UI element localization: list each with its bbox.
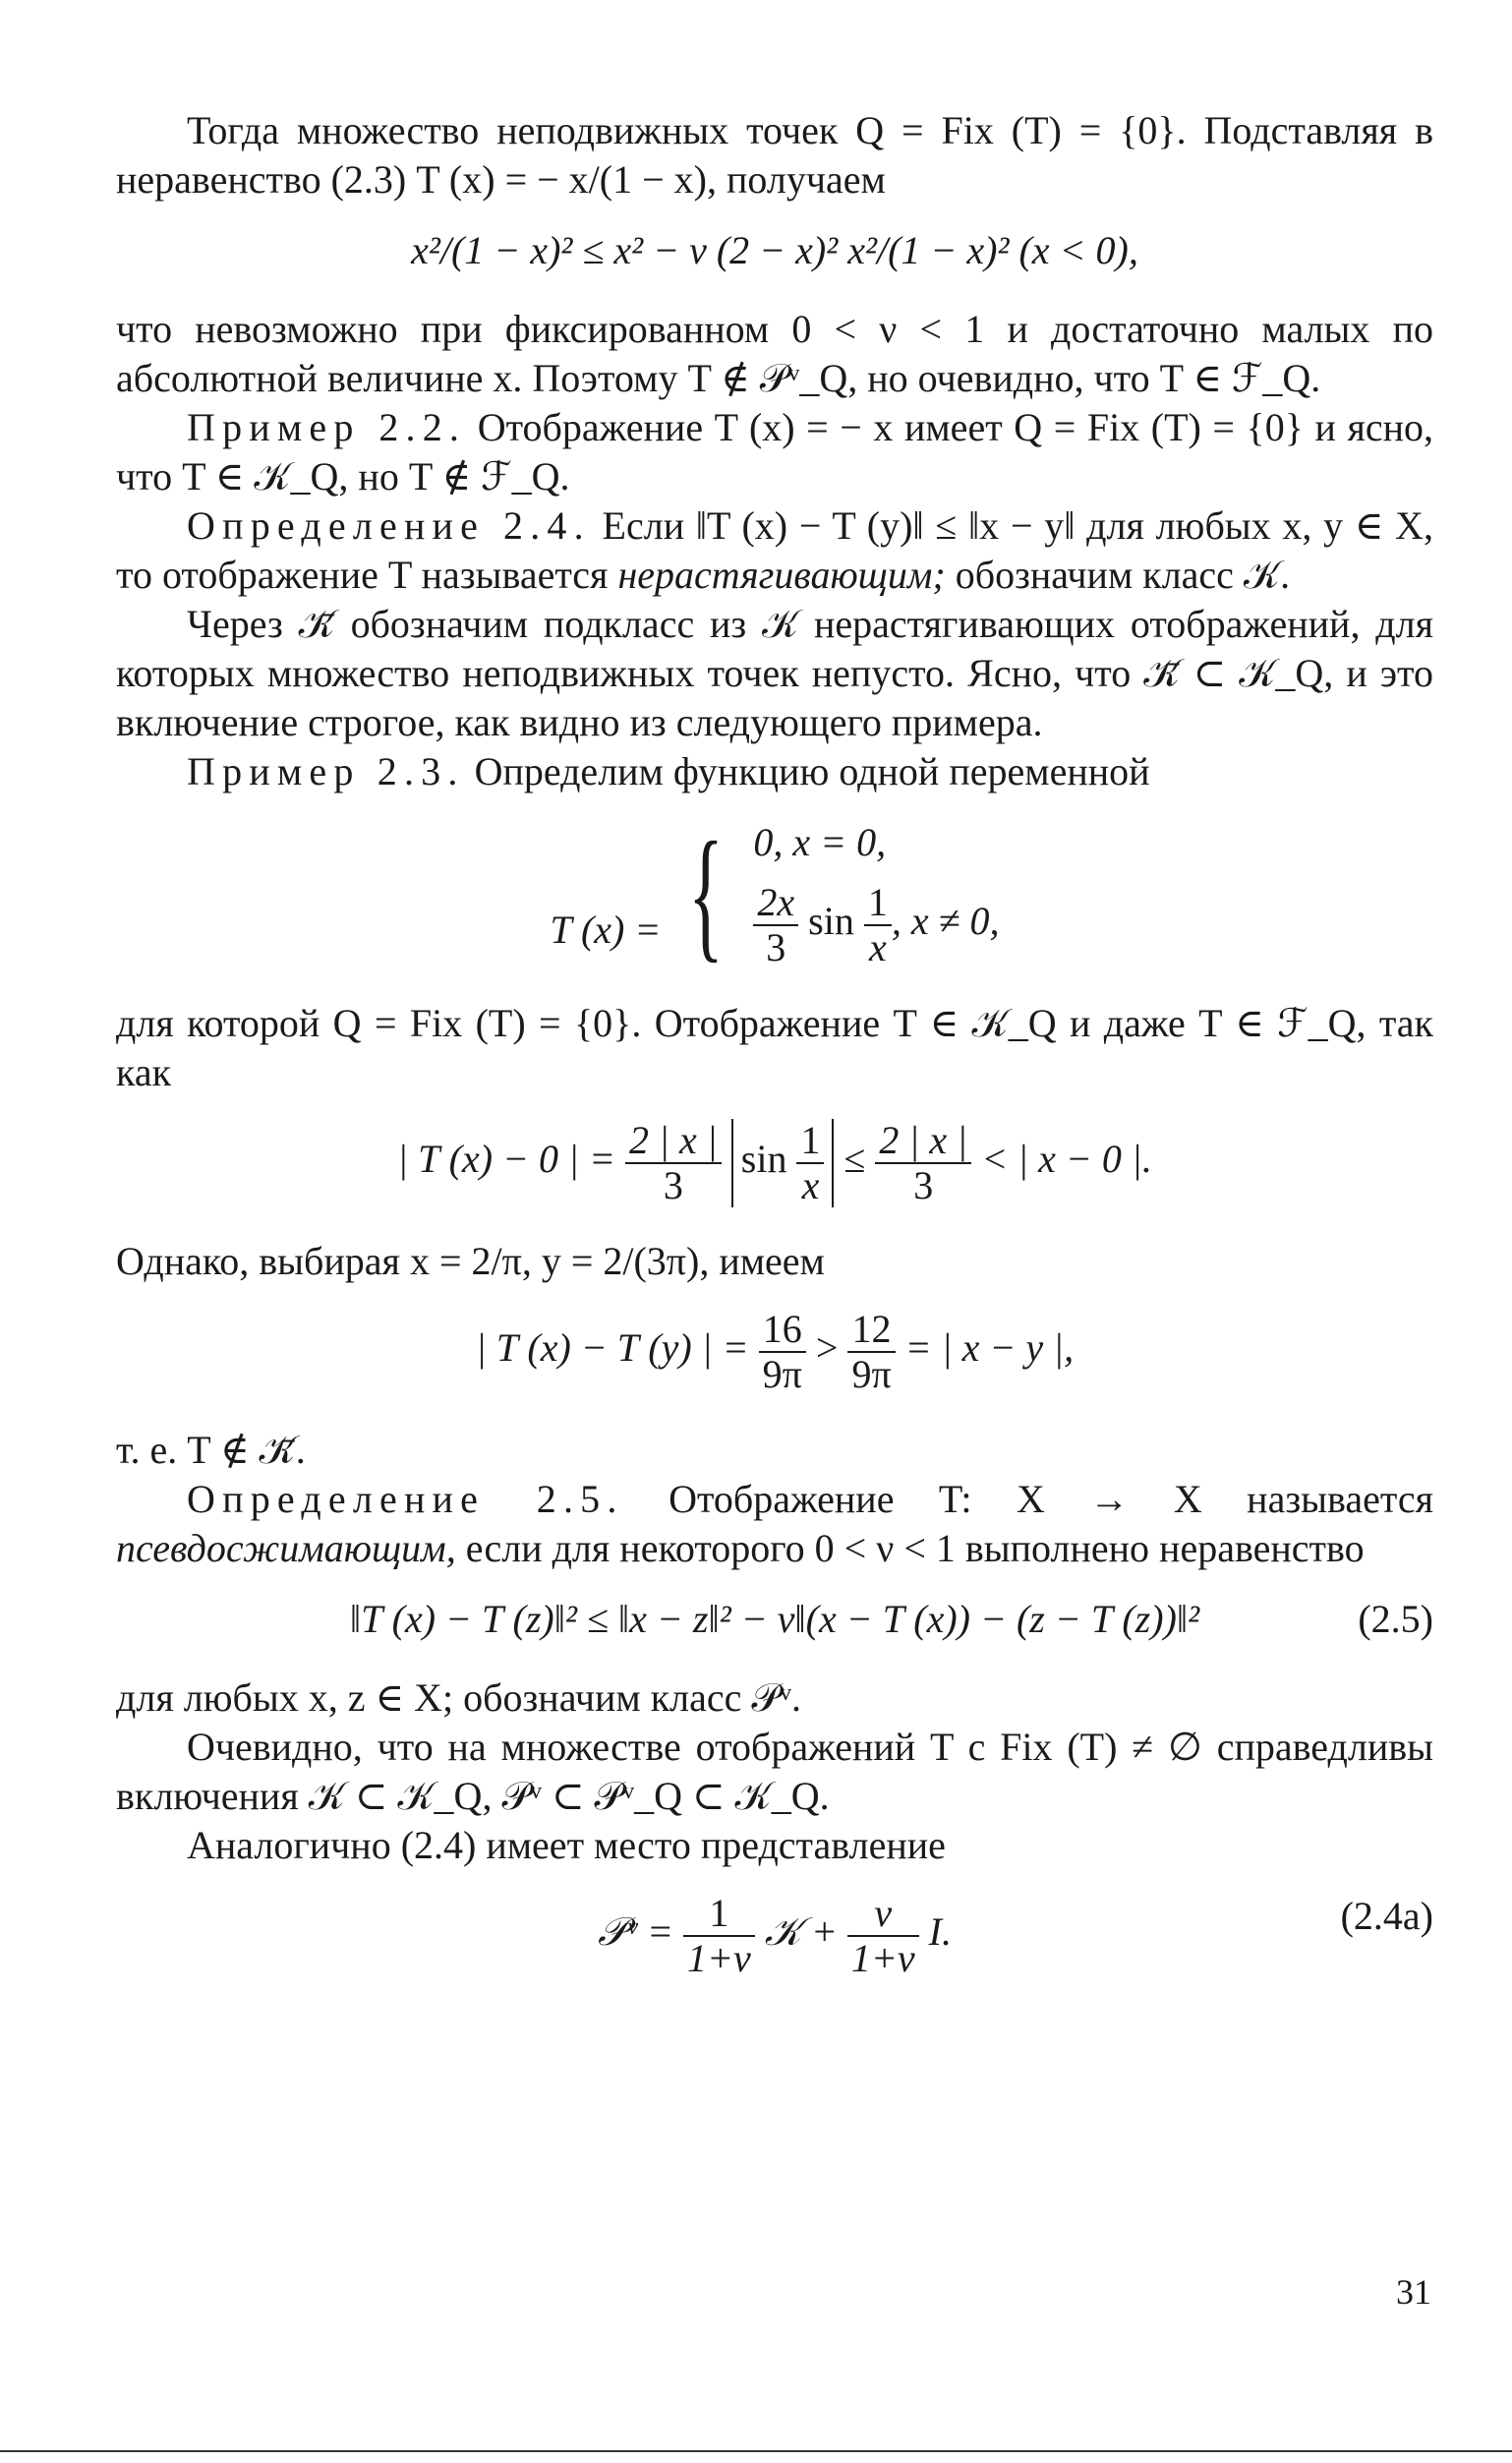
paragraph-1: Тогда множество неподвижных точек Q = Fix (T) = {0}. Подставляя в неравенство (2.3) T (x) = − x/(1 − x), получаем [116,108,1433,202]
paragraph-7: для любых x, z ∈ X; обозначим класс 𝒫ᵛ. [116,1675,801,1720]
cases-line-1: 0, x = 0, [753,820,887,864]
example-2-3-text: Определим функцию одной переменной [474,749,1150,793]
cases-line-2-tail: , x ≠ 0, [891,899,1000,944]
definition-2-4 [116,501,1433,600]
f24a-frac-1: $\frac{1}{1+\nu}$ [683,1892,755,1980]
paragraph-5: Однако, выбирая x = 2/π, y = 2/(3π), имеем [116,1239,825,1283]
definition-2-4-term: нерастягивающим; [617,553,946,597]
paragraph-8: Очевидно, что на множестве отображений T с Fix (T) ≠ ∅ справедливы включения 𝒦 ⊂ 𝒦_Q, 𝒫ᵛ ⊂ 𝒫ᵛ_Q ⊂ 𝒦_Q. [116,1725,1433,1818]
cases-sin: sin [808,899,854,944]
formula-abs-estimate: | T (x) − 0 | = $\frac{2 | x |}{3}$ sin $\frac{1}{x}$ ≤ $\frac{2 | x |}{3}$ < | x − 0 |. [397,1118,1152,1207]
cases-lhs: T (x) = [550,908,662,952]
cases-lines [753,818,999,969]
paragraph-6: т. е. T ∉ 𝒦̄. [116,1428,306,1472]
paragraph-9: Аналогично (2.4) имеет место представление [187,1823,946,1867]
formula-inequality: x²/(1 − x)² ≤ x² − ν (2 − x)² x²/(1 − x)² (x < 0), [411,228,1138,272]
formula-cases [116,812,1433,975]
equation-number-2-5: (2.5) [1358,1597,1433,1641]
paragraph-4: для которой Q = Fix (T) = {0}. Отображение T ∈ 𝒦_Q и даже T ∈ ℱ_Q, так как [116,1001,1433,1094]
f24a-frac-2: $\frac{\nu}{1+\nu}$ [847,1892,919,1980]
formula-2-5 [116,1595,1433,1644]
f3-frac-1: $\frac{2 | x |}{3}$ [625,1119,722,1207]
definition-2-4-tail: обозначим класс 𝒦. [955,553,1291,597]
f4-frac-2: $\frac{12}{9\pi}$ [847,1308,895,1396]
example-2-3 [116,747,1433,796]
definition-2-5-text: Отображение T: X → X называется [669,1477,1434,1521]
formula-2-5-body: ‖T (x) − T (z)‖² ≤ ‖x − z‖² − ν‖(x − T (x)) − (z − T (z))‖² [349,1597,1200,1641]
definition-2-5-tail: если для некоторого 0 < ν < 1 выполнено неравенство [465,1526,1365,1570]
paragraph-3: Через 𝒦̄ обозначим подкласс из 𝒦 нерастягивающих отображений, для которых множество неподвижных точек непусто. Ясно, что 𝒦̄ ⊂ 𝒦_Q, и это включение строгое, как видно из следующего примера. [116,602,1433,744]
equation-number-2-4a: (2.4a) [1340,1894,1433,1938]
cases-frac: $\frac{2x}{3}$ [753,881,798,969]
page-body [116,106,1433,2010]
paragraph-2: что невозможно при фиксированном 0 < ν < 1 и достаточно малых по абсолютной величине x. Поэтому T ∉ 𝒫ᵛ_Q, но очевидно, что T ∈ ℱ_Q. [116,307,1433,400]
definition-2-5 [116,1475,1433,1573]
definition-2-5-heading: Определение 2.5. [187,1477,624,1521]
definition-2-4-heading: Определение 2.4. [187,503,591,548]
cases-sin-frac: $\frac{1}{x}$ [864,881,892,969]
f3-frac-2: $\frac{2 | x |}{3}$ [875,1119,971,1207]
example-2-2-text: Отображение T (x) = − x имеет Q = Fix (T) = {0} и ясно, что T ∈ 𝒦_Q, но T ∉ ℱ_Q. [116,405,1434,498]
cases-line-2 [753,881,999,969]
cases-block [670,812,1000,975]
definition-2-4-text: Если ‖T (x) − T (y)‖ ≤ ‖x − y‖ для любых x, y ∈ X, то отображение T называется [116,503,1434,597]
example-2-2 [116,403,1433,501]
scan-edge-line [0,2450,1512,2452]
brace-glyph: { [688,812,725,975]
example-2-2-heading: Пример 2.2. [187,405,467,449]
f3-abs-sin: sin $\frac{1}{x}$ [731,1119,835,1207]
definition-2-5-term: псевдосжимающим, [116,1526,456,1570]
example-2-3-heading: Пример 2.3. [187,749,465,793]
f4-frac-1: $\frac{16}{9\pi}$ [759,1308,806,1396]
formula-counterexample: | T (x) − T (y) | = $\frac{16}{9\pi}$ > $\frac{12}{9\pi}$ = | x − y |, [475,1307,1075,1396]
formula-2-4a: 𝒫ᵛ = $\frac{1}{1+\nu}$ 𝒦 + $\frac{\nu}{1+\nu}$ I. (2.4a) [597,1891,1433,1980]
page-number: 31 [1396,2272,1431,2312]
